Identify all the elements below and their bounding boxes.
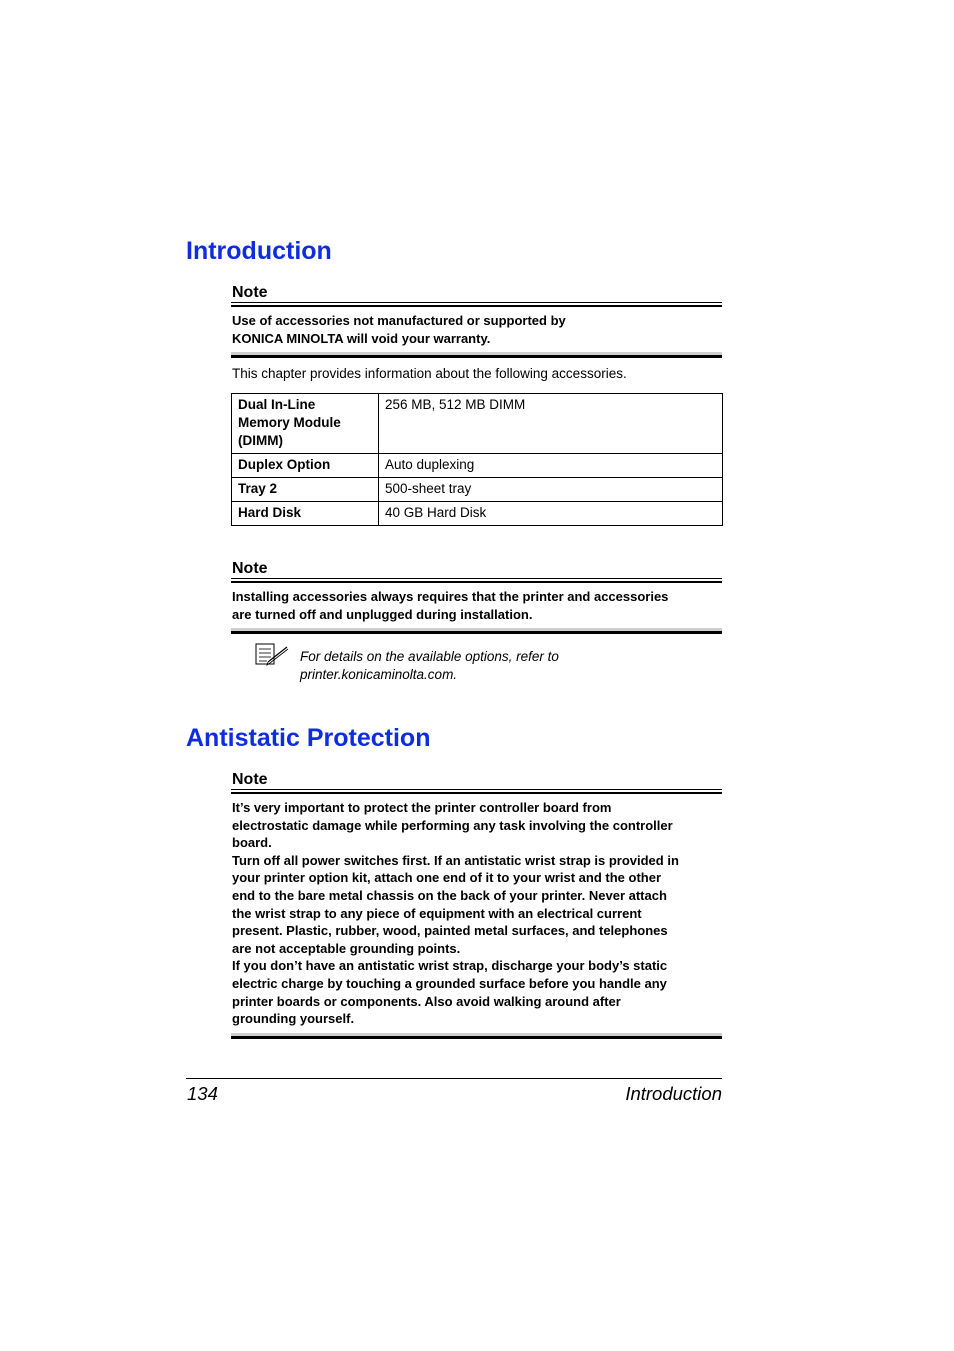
note-title: Note: [232, 771, 268, 788]
accessory-desc-cell: 40 GB Hard Disk: [379, 502, 723, 526]
note-bottom-rule: [231, 628, 722, 634]
accessory-name-cell: Hard Disk: [232, 502, 379, 526]
intro-paragraph: This chapter provides information about the following accessories.: [232, 366, 627, 381]
note-top-rule: [231, 302, 722, 307]
page-number: 134: [187, 1083, 218, 1104]
accessory-name-cell: Dual In-Line Memory Module (DIMM): [232, 394, 379, 454]
note-bottom-rule: [231, 352, 722, 358]
note-title: Note: [232, 284, 268, 301]
section-heading-antistatic-protection: Antistatic Protection: [186, 724, 431, 752]
accessory-name-cell: Tray 2: [232, 478, 379, 502]
accessory-name-cell: Duplex Option: [232, 454, 379, 478]
note-box-antistatic: [231, 771, 722, 1039]
accessory-desc-cell: 256 MB, 512 MB DIMM: [379, 394, 723, 454]
footer-rule: [186, 1078, 722, 1079]
note-bottom-rule: [231, 1033, 722, 1039]
accessory-desc-cell: Auto duplexing: [379, 454, 723, 478]
note-text: Installing accessories always requires that the printer and accessories are turned off and unplugged during installation.: [232, 589, 669, 622]
note-title: Note: [232, 560, 268, 577]
table-row: [232, 478, 723, 502]
accessories-table: [231, 393, 723, 526]
table-row: [232, 502, 723, 526]
table-row: [232, 394, 723, 454]
note-text: It’s very important to protect the printer controller board from electrostatic damage while performing any task involving the controller board. Turn off all power switches first. If an antistatic wrist strap is provided in your printer option kit, attach one end of it to your wrist and the other end to the bare metal chassis on the back of your printer. Never attach the wrist strap to any piece of equipment with an electrical current present. Plastic, rubber, wood, painted metal surfaces, and telephones are not acceptable grounding points. If you don’t have an antistatic wrist strap, discharge your body’s static electric charge by touching a grounded surface before you handle any printer boards or components. Also avoid walking around after grounding yourself.: [232, 800, 679, 1027]
section-heading-introduction: Introduction: [186, 237, 332, 265]
accessory-desc-cell: 500-sheet tray: [379, 478, 723, 502]
footer-chapter-title: Introduction: [625, 1083, 722, 1104]
table-row: [232, 454, 723, 478]
note-text: Use of accessories not manufactured or supported by KONICA MINOLTA will void your warranty.: [232, 313, 566, 346]
note-pencil-icon: [255, 641, 289, 667]
note-box-installation: [231, 560, 722, 634]
note-top-rule: [231, 789, 722, 794]
note-top-rule: [231, 578, 722, 583]
tip-text: For details on the available options, refer to printer.konicaminolta.com.: [300, 649, 559, 682]
note-box-warranty: [231, 284, 722, 358]
